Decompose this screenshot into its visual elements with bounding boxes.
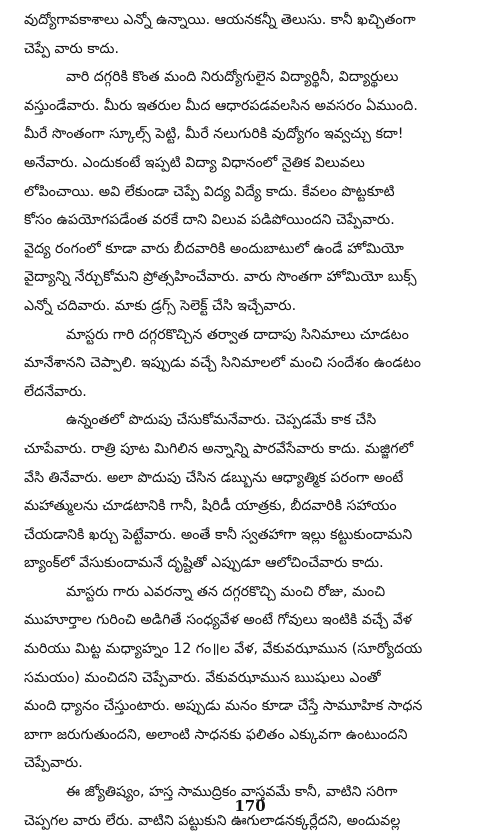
- text-line: అనేవారు. ఎందుకంటే ఇప్పటి విద్యా విధానంలో నైతిక విలువలు: [24, 154, 365, 171]
- text-line: వైద్యాన్ని నేర్చుకోమని ప్రోత్సహించేవారు. వారు సొంతగా హోమియో బుక్స్: [24, 269, 417, 286]
- paragraph: [24, 63, 486, 320]
- text-line: వేసి తినేవారు. అలా పొదుపు చేసిన డబ్బును ఆధ్యాత్మిక పరంగా అంటే: [24, 469, 404, 486]
- text-line: మాస్టరు గారి దగ్గరకొచ్చిన తర్వాత దాదాపు సినిమాలు చూడటం: [66, 326, 409, 343]
- text-line: ఈ జ్యోతిష్యం, హస్త సాముద్రికం వాస్తవమే కానీ, వాటిని సరిగా: [66, 784, 398, 801]
- page-number: 170: [234, 797, 266, 815]
- text-line: చెప్పగల వారు లేరు. వాటిని పట్టుకుని ఊగులాడనక్కర్లేదని, అందువల్ల: [24, 812, 401, 829]
- text-line: బ్యాంక్‌లో వేసుకుందామనే దృష్టితో ఎప్పుడూ ఆలోచించేవారు కాదు.: [24, 555, 384, 572]
- text-line: లేదనేవారు.: [24, 383, 87, 400]
- text-line: వుద్యోగావకాశాలు ఎన్నో ఉన్నాయి. ఆయనకన్నీ తెలుసు. కానీ ఖచ్చితంగా: [24, 12, 416, 28]
- paragraph: [24, 578, 486, 778]
- text-line: లోపించాయి. అవి లేకుండా చెప్పే విద్య విద్యే కాదు. కేవలం పొట్టకూటి: [24, 183, 395, 200]
- text-line: మాస్టరు గారు ఎవరన్నా తన దగ్గరకొచ్చి మంచి రోజు, మంచి: [66, 583, 386, 600]
- text-line: వస్తుండేవారు. మీరు ఇతరుల మీద ఆధారపడవలసిన అవసరం ఏముంది.: [24, 97, 418, 114]
- text-line: ముహూర్తాల గురించి అడిగితే సంధ్యవేళ అంటే గోవులు ఇంటికి వచ్చే వేళ: [24, 612, 412, 629]
- text-line: కోసం ఉపయోగపడేంత వరకే దాని విలువ పడిపోయిందని చెప్పేవారు.: [24, 212, 395, 229]
- text-line: వారి దగ్గరికి కొంత మంది నిరుద్యోగులైన విద్యార్థినీ, విద్యార్థులు: [66, 69, 399, 86]
- text-line: చేయడానికి ఖర్చు పెట్టేవారు. అంతే కానీ స్వతహాగా ఇల్లు కట్టుకుందామని: [24, 526, 413, 543]
- text-line: మహాత్ములను చూడటానికి గానీ, షిరిడీ యాత్రకు, బీదవారికి సహాయం: [24, 498, 397, 515]
- text-line: చెప్పేవారు.: [24, 755, 83, 772]
- text-line: మీరే సొంతంగా స్కూల్స్ పెట్టి, మీరే నలుగురికి వుద్యోగం ఇవ్వచ్చు కదా!: [24, 126, 404, 143]
- text-line: సమయం) మంచిదని చెప్పేవారు. వేకువఝామున ఋషులు ఎంతో: [24, 669, 381, 686]
- paragraph: [24, 406, 486, 578]
- paragraph: [24, 321, 486, 407]
- text-line: మంది ధ్యానం చేస్తుంటారు. అప్పుడు మనం కూడా చేస్తే సామూహిక సాధన: [24, 698, 423, 715]
- paragraph: [24, 6, 486, 63]
- text-line: చూపేవారు. రాత్రి పూట మిగిలిన అన్నాన్ని పారవేసేవారు కాదు. మజ్జిగలో: [24, 440, 414, 457]
- text-line: మానేశానని చెప్పాలి. ఇప్పుడు వచ్చే సినిమాలలో మంచి సందేశం ఉండటం: [24, 355, 421, 372]
- text-line: బాగా జరుగుతుందని, అలాంటి సాధనకు ఫలితం ఎక్కువగా ఉంటుందని: [24, 726, 408, 743]
- body-text: [24, 6, 486, 835]
- text-line: ఎన్నో చదివారు. మాకు డ్రగ్స్ సెలెక్ట్ చేసి ఇచ్చేవారు.: [24, 297, 297, 314]
- text-line: మరియు మిట్ట మధ్యాహ్నం 12 గం॥ల వేళ, వేకువఝామున (సూర్యోదయ: [24, 641, 423, 658]
- text-line: వైద్య రంగంలో కూడా వారు బీదవారికి అందుబాటులో ఉండే హోమియో: [24, 240, 404, 257]
- text-line: చెప్పే వారు కాదు.: [24, 40, 119, 57]
- text-line: ఉన్నంతలో పొదుపు చేసుకోమనేవారు. చెప్పడమే కాక చేసి: [66, 412, 377, 429]
